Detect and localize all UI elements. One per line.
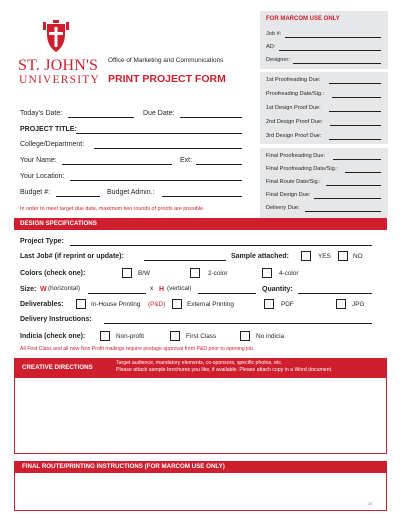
color-2-color-label: 2-color — [208, 270, 228, 277]
delivery-instructions-label: Delivery Instructions: — [20, 316, 92, 323]
logo-text-line-2: UNIVERSITY — [19, 74, 100, 86]
footer-code: 28 — [368, 502, 372, 506]
page-title: PRINT PROJECT FORM — [108, 73, 226, 85]
color-bw-label: B/W — [138, 270, 151, 277]
indicia-first-class-label: First Class — [186, 333, 217, 340]
final-route-date-sig-label: Final Route Date/Sig.: — [266, 179, 321, 185]
sample-no-label: NO — [353, 253, 363, 260]
delivery-instructions-field[interactable] — [104, 323, 372, 324]
sample-yes-checkbox[interactable] — [301, 251, 311, 261]
ad-label: AD: — [266, 44, 276, 50]
marcom-box-title: FOR MARCOM USE ONLY — [266, 16, 340, 22]
sample-no-checkbox[interactable] — [338, 251, 348, 261]
size-h-label: H — [159, 286, 165, 293]
shield-crest-icon — [41, 20, 71, 56]
ext-field[interactable] — [196, 164, 242, 165]
indicia-label: Indicia (check one): — [20, 333, 86, 340]
first-design-proof-due-field[interactable] — [329, 111, 381, 112]
third-design-proof-due-label: 3rd Design Proof Due: — [266, 133, 322, 139]
proof-rounds-notice: In order to meet target due date, maximum two rounds of proofs are possible. — [20, 206, 205, 212]
final-proofreading-date-sig-field[interactable] — [345, 172, 381, 173]
inhouse-printing-checkbox[interactable] — [76, 299, 86, 309]
college-department-label: College/Department: — [20, 141, 85, 148]
last-job-label: Last Job# (if reprint or update): — [20, 253, 124, 260]
your-location-label: Your Location: — [20, 173, 65, 180]
budget-number-field[interactable] — [56, 196, 100, 197]
final-route-date-sig-field[interactable] — [326, 185, 381, 186]
project-title-label: PROJECT TITLE: — [20, 126, 77, 133]
indicia-postage-note: All First Class and all new Non Profit mailings require postage approval from P&D prior to opening job. — [20, 346, 255, 352]
college-department-field[interactable] — [94, 148, 242, 149]
design-specifications-title: DESIGN SPECIFICATIONS — [20, 220, 97, 227]
indicia-none-label: No indicia — [256, 333, 285, 340]
size-vertical-label: (vertical) — [167, 285, 192, 292]
final-design-due-label: Final Design Due: — [266, 192, 311, 198]
pdf-label: PDF — [281, 301, 294, 308]
creative-directions-title: CREATIVE DIRECTIONS — [22, 364, 93, 371]
pdf-checkbox[interactable] — [264, 299, 274, 309]
job-number-field[interactable] — [285, 37, 381, 38]
project-title-field[interactable] — [76, 133, 242, 134]
external-printing-label: External Printing — [187, 301, 234, 308]
due-date-field[interactable] — [180, 117, 242, 118]
third-design-proof-due-field[interactable] — [329, 139, 381, 140]
indicia-nonprofit-label: Non-profit — [116, 333, 145, 340]
job-number-label: Job #: — [266, 31, 282, 37]
your-name-field[interactable] — [62, 164, 172, 165]
size-x-label: x — [150, 285, 154, 292]
size-w-label: W — [40, 286, 47, 293]
university-logo — [18, 20, 100, 92]
second-design-proof-due-label: 2nd Design Proof Due: — [266, 119, 323, 125]
size-width-field[interactable] — [88, 293, 146, 294]
delivery-due-field[interactable] — [305, 211, 381, 212]
final-proofreading-date-sig-label: Final Proofreading Date/Sig.: — [266, 166, 338, 172]
budget-admin-label: Budget Admin.: — [107, 189, 155, 196]
jpg-label: JPG — [352, 301, 365, 308]
your-location-field[interactable] — [70, 180, 242, 181]
final-proofreading-due-label: Final Proofreading Due: — [266, 153, 326, 159]
proofreading-date-sig-label: Proofreading Date/Sig.: — [266, 91, 325, 97]
todays-date-field[interactable] — [68, 117, 134, 118]
last-job-field[interactable] — [144, 260, 226, 261]
deliverables-label: Deliverables: — [20, 301, 64, 308]
quantity-label: Quantity: — [262, 286, 293, 293]
jpg-checkbox[interactable] — [336, 299, 346, 309]
final-design-due-field[interactable] — [314, 198, 381, 199]
final-proofreading-due-field[interactable] — [333, 159, 381, 160]
first-design-proof-due-label: 1st Design Proof Due: — [266, 105, 321, 111]
size-height-field[interactable] — [198, 293, 256, 294]
color-4-color-label: 4-color — [279, 270, 299, 277]
project-type-label: Project Type: — [20, 238, 64, 245]
second-design-proof-due-field[interactable] — [330, 125, 381, 126]
color-4-color-checkbox[interactable] — [262, 268, 272, 278]
creative-note-line-2: Please attach sample brochures you like, if available. Please attach copy in a Word document. — [116, 367, 333, 373]
external-printing-checkbox[interactable] — [172, 299, 182, 309]
first-proofreading-due-label: 1st Proofreading Due: — [266, 77, 321, 83]
proofreading-date-sig-field[interactable] — [332, 97, 381, 98]
inhouse-printing-label: In-House Printing — [91, 301, 141, 308]
project-type-field[interactable] — [70, 245, 372, 246]
ad-field[interactable] — [279, 50, 381, 51]
your-name-label: Your Name: — [20, 157, 57, 164]
colors-label: Colors (check one): — [20, 270, 86, 277]
due-date-label: Due Date: — [143, 110, 175, 117]
designer-field[interactable] — [293, 63, 381, 64]
indicia-nonprofit-checkbox[interactable] — [100, 331, 110, 341]
color-bw-checkbox[interactable] — [122, 268, 132, 278]
creative-note-line-1: Target audience, mandatory elements, co-sponsors, specific photos, etc. — [116, 360, 283, 366]
indicia-none-checkbox[interactable] — [240, 331, 250, 341]
final-route-title: FINAL ROUTE/PRINTING INSTRUCTIONS (FOR MARCOM USE ONLY) — [22, 463, 225, 470]
indicia-first-class-checkbox[interactable] — [170, 331, 180, 341]
size-horizontal-label: (horizontal) — [48, 285, 80, 292]
department-name: Office of Marketing and Communications — [108, 57, 224, 64]
first-proofreading-due-field[interactable] — [329, 83, 381, 84]
sample-attached-label: Sample attached: — [231, 253, 289, 260]
logo-text-line-1: ST. JOHN'S — [18, 57, 99, 74]
budget-number-label: Budget #: — [20, 189, 50, 196]
pd-label: (P&D) — [148, 301, 166, 308]
designer-label: Designer: — [266, 57, 290, 63]
color-2-color-checkbox[interactable] — [190, 268, 200, 278]
delivery-due-label: Delivery Due: — [266, 205, 300, 211]
budget-admin-field[interactable] — [162, 196, 242, 197]
ext-label: Ext: — [180, 157, 193, 164]
quantity-field[interactable] — [298, 293, 372, 294]
size-label: Size: — [20, 286, 37, 293]
sample-yes-label: YES — [318, 253, 331, 260]
todays-date-label: Today's Date: — [20, 110, 63, 117]
